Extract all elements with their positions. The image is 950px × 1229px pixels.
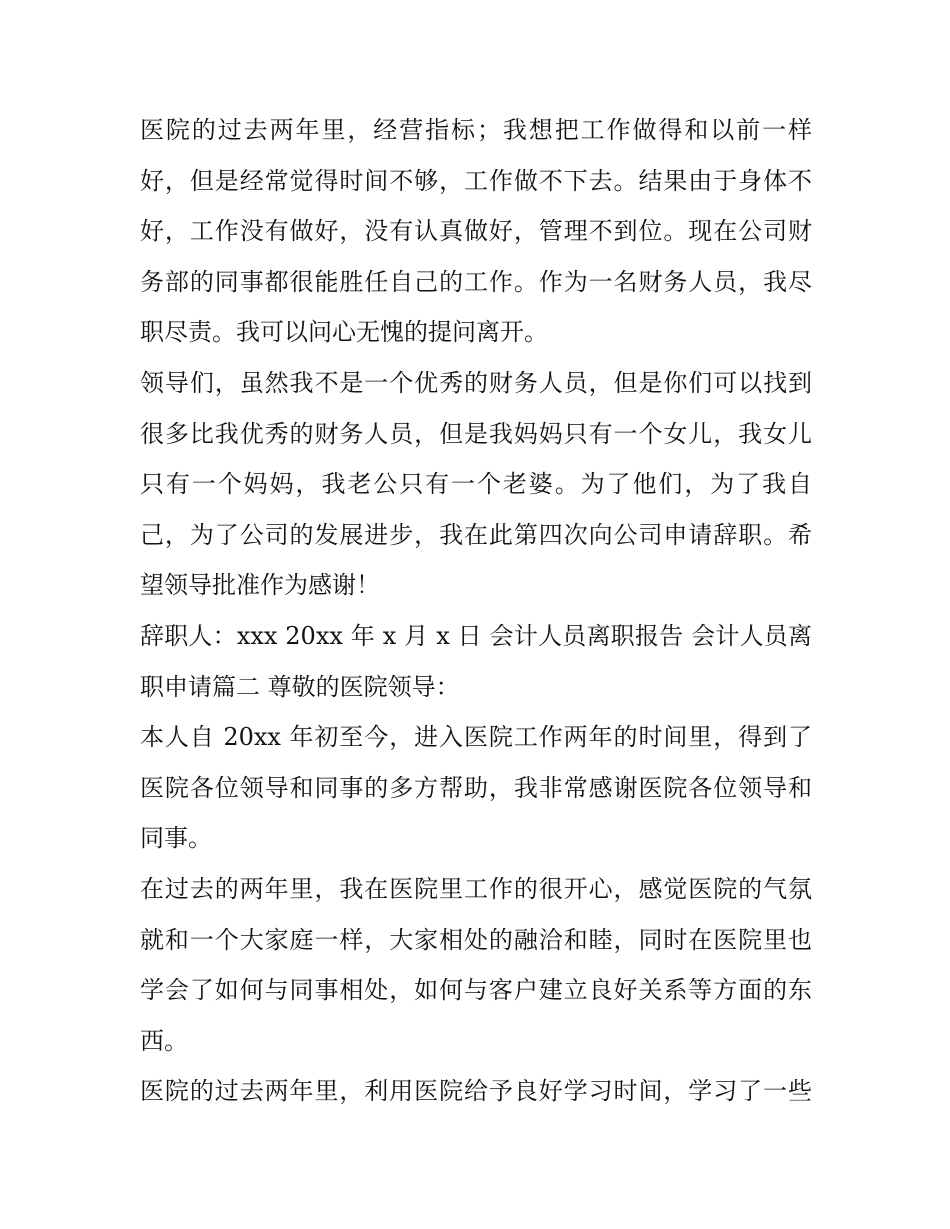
text-line: 好，但是经常觉得时间不够，工作做不下去。结果由于身体不	[140, 166, 812, 195]
text-line: 同事。	[140, 824, 212, 853]
text-line: 医院的过去两年里，经营指标；我想把工作做得和以前一样	[140, 116, 812, 144]
text-line: 就和一个大家庭一样，大家相处的融洽和睦，同时在医院里也	[140, 925, 812, 954]
text-line: 本人自 20xx 年初至今，进入医院工作两年的时间里，得到了	[140, 723, 812, 752]
text-line: 只有一个妈妈，我老公只有一个老婆。为了他们，为了我自	[140, 470, 812, 499]
text-line: 职申请篇二 尊敬的医院领导：	[140, 672, 460, 701]
text-line: 好，工作没有做好，没有认真做好，管理不到位。现在公司财	[140, 217, 812, 246]
document-body	[140, 105, 812, 1117]
text-line: 西。	[140, 1026, 188, 1055]
text-line: 望领导批准作为感谢！	[140, 571, 380, 600]
text-line: 很多比我优秀的财务人员，但是我妈妈只有一个女儿，我女儿	[140, 419, 812, 448]
text-line: 学会了如何与同事相处，如何与客户建立良好关系等方面的东	[140, 976, 812, 1005]
text-line: 职尽责。我可以问心无愧的提问离开。	[140, 318, 548, 347]
text-line: 医院各位领导和同事的多方帮助，我非常感谢医院各位领导和	[140, 773, 812, 802]
text-line: 领导们，虽然我不是一个优秀的财务人员，但是你们可以找到	[140, 368, 812, 397]
text-line: 辞职人：xxx 20xx 年 x 月 x 日 会计人员离职报告 会计人员离	[140, 621, 812, 650]
text-line: 在过去的两年里，我在医院里工作的很开心，感觉医院的气氛	[140, 874, 812, 903]
text-line: 务部的同事都很能胜任自己的工作。作为一名财务人员，我尽	[140, 267, 812, 296]
text-line: 己，为了公司的发展进步，我在此第四次向公司申请辞职。希	[140, 520, 812, 549]
text-line: 医院的过去两年里，利用医院给予良好学习时间，学习了一些	[140, 1077, 812, 1106]
